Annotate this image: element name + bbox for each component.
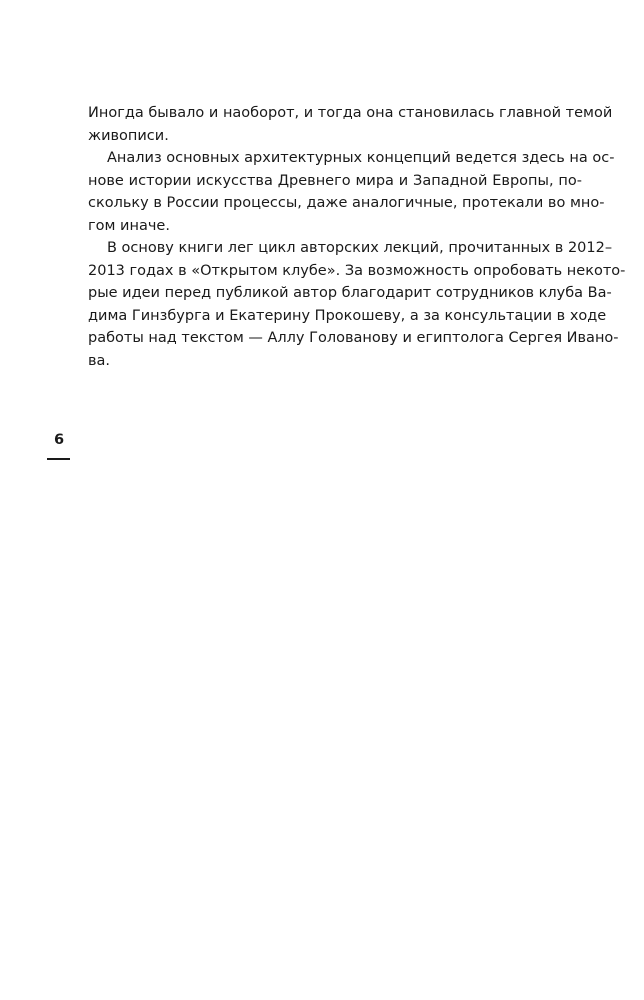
paragraph-3: [88, 237, 626, 372]
text-line: живописи.: [88, 127, 169, 144]
page-number-rule: [47, 458, 70, 460]
text-line: В основу книги лег цикл авторских лекций, прочитанных в 2012–: [107, 240, 613, 256]
text-line: Анализ основных архитектурных концепций ведется здесь на ос-: [107, 150, 615, 166]
text-line: ва.: [88, 352, 111, 369]
text-line: 2013 годах в «Открытом клубе». За возможность опробовать некото-: [88, 262, 626, 279]
page-number: 6: [53, 432, 65, 448]
text-line: дима Гинзбурга и Екатерину Прокошеву, а за консультации в ходе: [88, 307, 607, 324]
text-line: нове истории искусства Древнего мира и Западной Европы, по-: [88, 172, 582, 189]
text-line: работы над текстом — Аллу Голованову и египтолога Сергея Ивано-: [88, 330, 619, 346]
body-text: [88, 102, 626, 372]
paragraph-2: [88, 147, 615, 237]
paragraph-1: [88, 102, 613, 147]
text-line: гом иначе.: [88, 217, 170, 234]
text-line: скольку в России процессы, даже аналогичные, протекали во мно-: [88, 195, 605, 211]
text-line: Иногда бывало и наоборот, и тогда она становилась главной темой: [88, 105, 613, 121]
text-line: рые идеи перед публикой автор благодарит сотрудников клуба Ва-: [88, 285, 612, 301]
